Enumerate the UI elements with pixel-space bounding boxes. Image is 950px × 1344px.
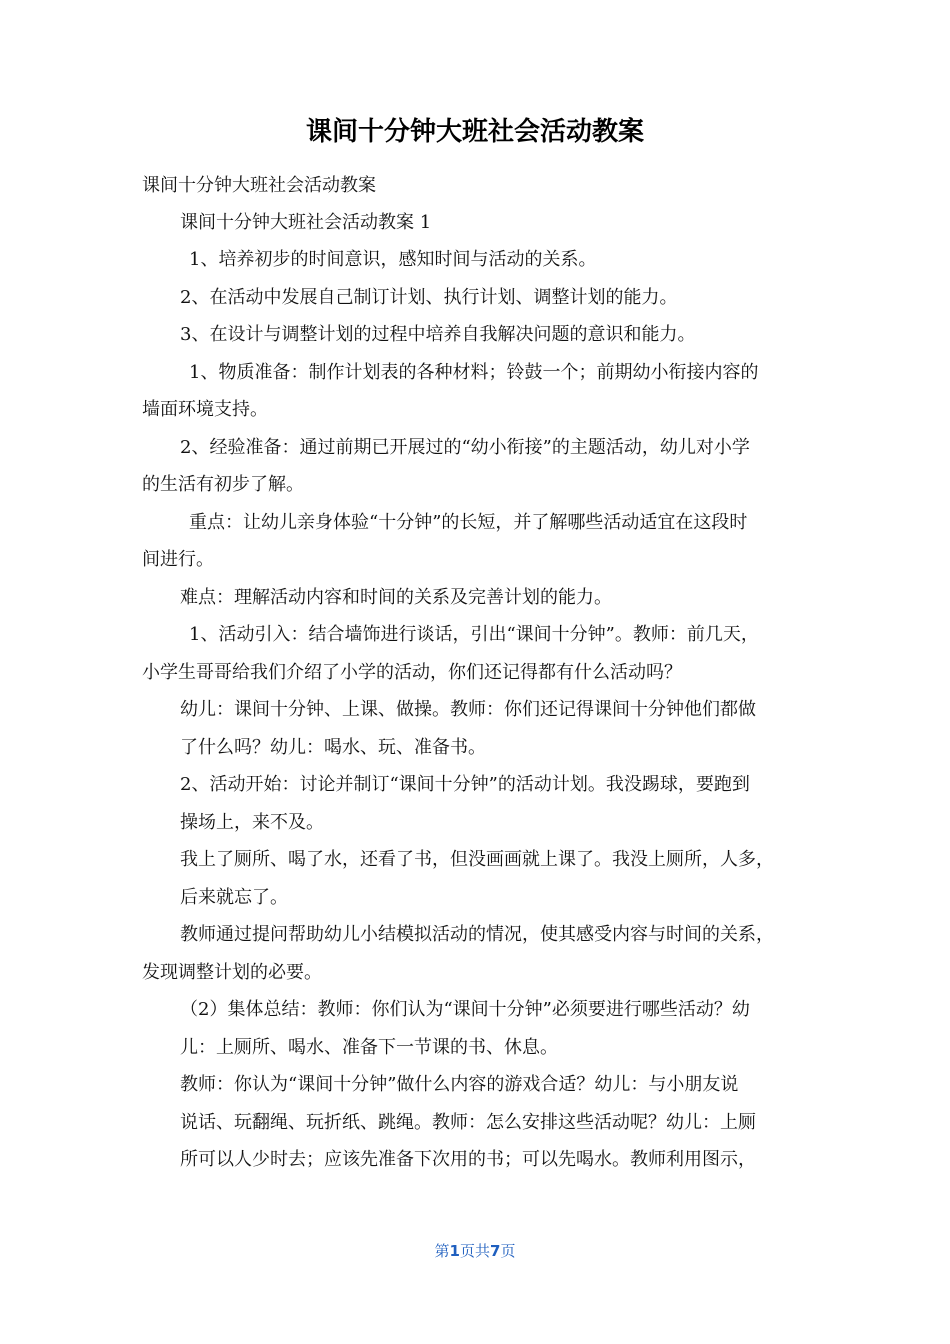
key-point-continued: 间进行。 xyxy=(142,549,214,570)
process-step: 1、活动引入：结合墙饰进行谈话，引出“课间十分钟”。教师：前几天， xyxy=(189,624,759,645)
goal-item: 2、在活动中发展自己制订计划、执行计划、调整计划的能力。 xyxy=(180,287,678,308)
group-summary-continued: 儿：上厕所、喝水、准备下一节课的书、休息。 xyxy=(180,1037,558,1058)
footer-total-pages: 7 xyxy=(490,1242,501,1260)
key-point: 重点：让幼儿亲身体验“十分钟”的长短，并了解哪些活动适宜在这段时 xyxy=(189,512,748,533)
difficulty-point: 难点：理解活动内容和时间的关系及完善计划的能力。 xyxy=(180,587,612,608)
dialogue-line: 说话、玩翻绳、玩折纸、跳绳。教师：怎么安排这些活动呢？幼儿：上厕 xyxy=(180,1112,756,1133)
doc-subtitle: 课间十分钟大班社会活动教案 xyxy=(142,175,376,196)
dialogue-line: 了什么吗？幼儿：喝水、玩、准备书。 xyxy=(180,737,486,758)
process-step-continued: 操场上，来不及。 xyxy=(180,812,324,833)
process-step-continued: 小学生哥哥给我们介绍了小学的活动，你们还记得都有什么活动吗？ xyxy=(142,662,682,683)
page-title: 课间十分钟大班社会活动教案 xyxy=(305,117,644,147)
dialogue-line: 教师：你认为“课间十分钟”做什么内容的游戏合适？幼儿：与小朋友说 xyxy=(180,1074,739,1095)
group-summary: （2）集体总结：教师：你们认为“课间十分钟”必须要进行哪些活动？幼 xyxy=(180,999,750,1020)
footer-prefix: 第 xyxy=(434,1242,450,1260)
summary-paragraph-continued: 发现调整计划的必要。 xyxy=(142,962,322,983)
page-footer xyxy=(0,1240,950,1261)
footer-suffix: 页 xyxy=(500,1242,516,1260)
dialogue-line: 我上了厕所、喝了水，还看了书，但没画画就上课了。我没上厕所，人多， xyxy=(180,849,774,870)
prep-item-continued: 的生活有初步了解。 xyxy=(142,474,304,495)
process-step: 2、活动开始：讨论并制订“课间十分钟”的活动计划。我没踢球，要跑到 xyxy=(180,774,750,795)
goal-item: 3、在设计与调整计划的过程中培养自我解决问题的意识和能力。 xyxy=(180,324,696,345)
prep-item: 1、物质准备：制作计划表的各种材料；铃鼓一个；前期幼小衔接内容的 xyxy=(189,362,759,383)
section-heading: 课间十分钟大班社会活动教案 1 xyxy=(180,212,432,233)
footer-current-page: 1 xyxy=(449,1242,460,1260)
dialogue-line: 幼儿：课间十分钟、上课、做操。教师：你们还记得课间十分钟他们都做 xyxy=(180,699,756,720)
footer-middle: 页共 xyxy=(459,1242,490,1260)
goal-item: 1、培养初步的时间意识，感知时间与活动的关系。 xyxy=(189,249,597,270)
summary-paragraph: 教师通过提问帮助幼儿小结模拟活动的情况，使其感受内容与时间的关系， xyxy=(180,924,774,945)
prep-item-continued: 墙面环境支持。 xyxy=(142,399,268,420)
dialogue-line: 后来就忘了。 xyxy=(180,887,288,908)
dialogue-line: 所可以人少时去；应该先准备下次用的书；可以先喝水。教师利用图示， xyxy=(180,1149,756,1170)
prep-item: 2、经验准备：通过前期已开展过的“幼小衔接”的主题活动，幼儿对小学 xyxy=(180,437,750,458)
